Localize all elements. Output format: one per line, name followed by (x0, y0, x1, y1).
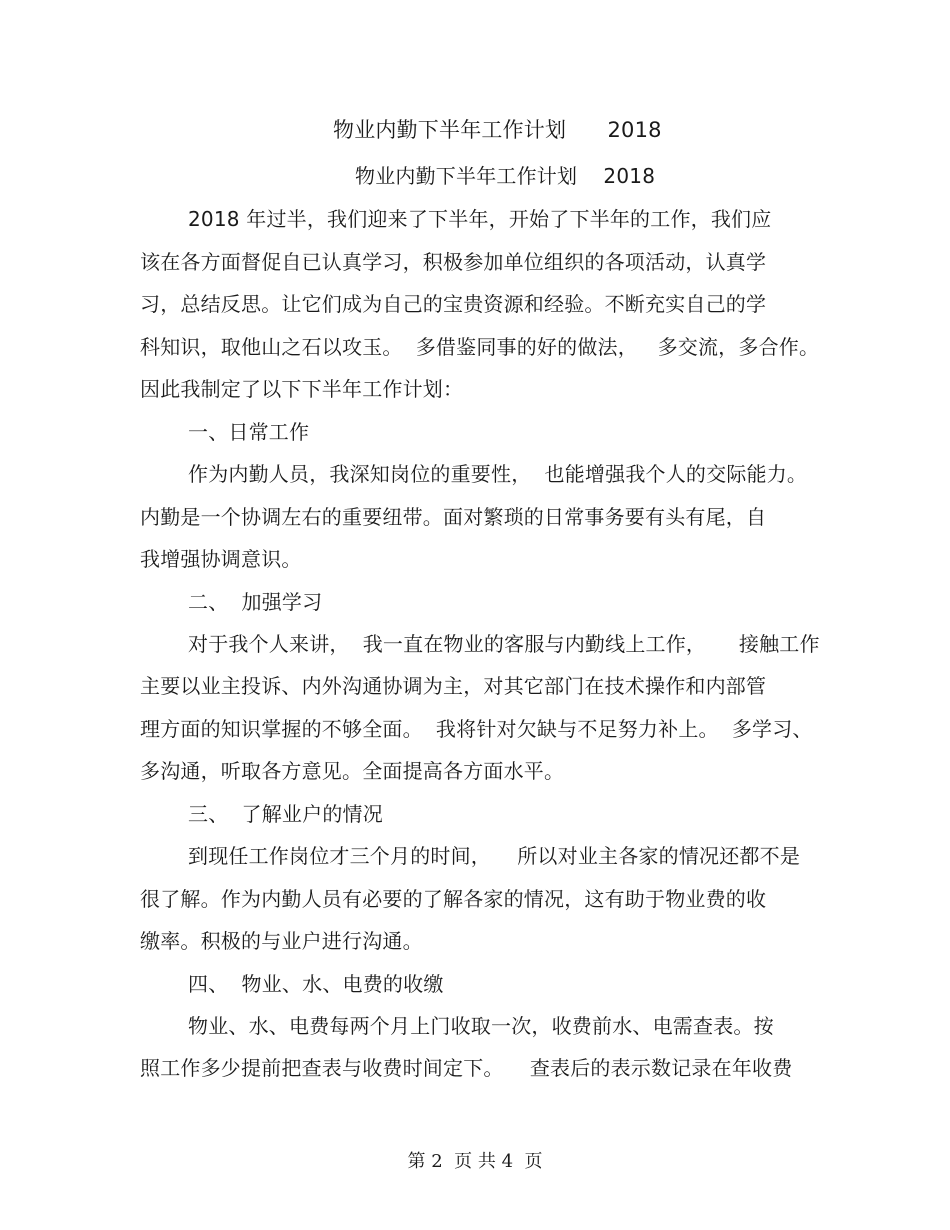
text-line: 习，总结反思。让它们成为自己的宝贵资源和经验。不断充实自己的学 (140, 292, 767, 316)
text-line: 2018 年过半，我们迎来了下半年，开始了下半年的工作，我们应 (188, 207, 772, 231)
text-line: 理方面的知识掌握的不够全面。 我将针对欠缺与不足努力补上。 多学习、 (140, 717, 813, 741)
text-line: 内勤是一个协调左右的重要纽带。面对繁琐的日常事务要有头有尾，自 (140, 505, 767, 529)
text-line: 科知识，取他山之石以攻玉。 多借鉴同事的好的做法， 多交流，多合作。 (140, 335, 820, 359)
document-subtitle: 物业内勤下半年工作计划 2018 (355, 164, 656, 188)
section-heading: 三、 了解业户的情况 (188, 802, 383, 826)
section-heading: 二、 加强学习 (188, 590, 323, 614)
text-line: 照工作多少提前把查表与收费时间定下。 查表后的表示数记录在年收费 (140, 1056, 793, 1080)
text-line: 因此我制定了以下下半年工作计划： (140, 377, 464, 401)
text-line: 我增强协调意识。 (140, 547, 302, 571)
page-footer: 第 2 页 共 4 页 (407, 1151, 543, 1172)
section-heading: 一、日常工作 (188, 420, 310, 444)
section-heading: 四、 物业、水、电费的收缴 (188, 972, 444, 996)
text-line: 对于我个人来讲， 我一直在物业的客服与内勤线上工作， 接触工作 (188, 632, 820, 656)
text-line: 物业、水、电费每两个月上门收取一次，收费前水、电需查表。按 (188, 1014, 774, 1038)
text-line: 很了解。作为内勤人员有必要的了解各家的情况，这有助于物业费的收 (140, 887, 767, 911)
text-line: 主要以业主投诉、内外沟通协调为主，对其它部门在技术操作和内部管 (140, 674, 767, 698)
text-line: 该在各方面督促自已认真学习，积极参加单位组织的各项活动，认真学 (140, 250, 767, 274)
text-line: 缴率。积极的与业户进行沟通。 (140, 929, 423, 953)
text-line: 作为内勤人员，我深知岗位的重要性， 也能增强我个人的交际能力。 (188, 462, 808, 486)
text-line: 到现任工作岗位才三个月的时间， 所以对业主各家的情况还都不是 (188, 844, 801, 868)
document-title: 物业内勤下半年工作计划 2018 (333, 118, 662, 142)
text-line: 多沟通，听取各方意见。全面提高各方面水平。 (140, 759, 565, 783)
